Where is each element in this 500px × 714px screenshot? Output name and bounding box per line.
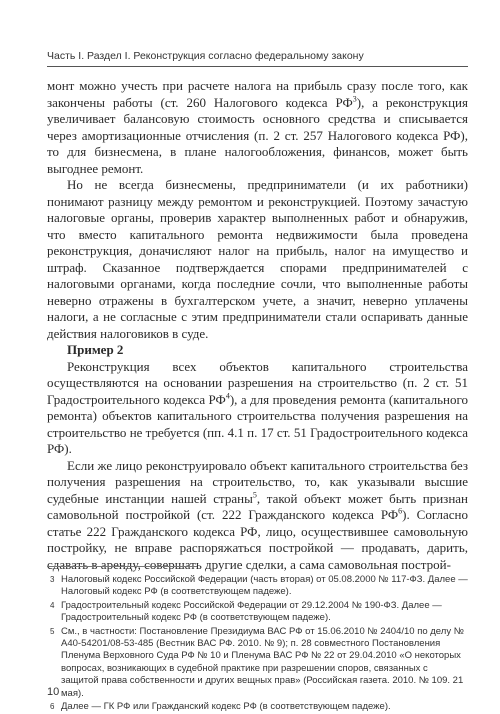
footnote-6 [47,701,468,713]
footnote-divider [47,566,197,567]
paragraph-1-text-a: монт можно учесть при расчете налога на прибыль сразу после того, как закончены работы (ст. 260 Налогового кодекса РФ [47,78,468,110]
footnote-number: 6 [50,702,55,712]
paragraph-4-text-a: Если же лицо реконструировало объект капитального строительства без получения разрешения на строительство, то, как указывали высшие судебные инстанции нашей страны [47,457,468,506]
footnote-5 [47,626,468,700]
main-text [47,78,468,573]
paragraph-1-text-b: ), а реконструкция увеличивает балансовую стоимость основного средства и списывается через амортизационные отчисления (п. 2 ст. 257 Налогового кодекса РФ), то для бизнесмена, в плане налогообложения, финансов, может быть выгоднее ремонт. [47,94,468,176]
paragraph-4-text-c: ). Согласно статье 222 Гражданского кодекса РФ, лицо, осуществившее самовольную постройку, не вправе распоряжаться постройкой — продавать, дарить, сдавать в аренду, совершать другие сделки, а сама самовольная построй- [47,507,469,572]
paragraph-3-text-b: ), а для проведения ремонта (капитального ремонта) объектов капитального строительства получения разрешения на строительство не требуется (пп. 4.1 п. 17 ст. 51 Градостроительного кодекса РФ). [47,391,468,456]
example-heading: Пример 2 [67,342,124,357]
paragraph-2: Но не всегда бизнесмены, предприниматели (и их работники) понимают разницу между ремонтом и реконструкцией. Поэтому зачастую налоговые органы, проверив характер выполненных работ и обнаружив, что вместо капитального ремонта недвижимости была проведена реконструкция, доначисляют налог на прибыль, налог на имущество и штраф. Сказанное подтверждается спорами предпринимателей с налоговыми органами, когда последние сочли, что выполненные работы неверно отражены в бухгалтерском учете, а значит, неверно уплачены налоги, а не согласные с этим предприниматели стали оспаривать данные действия налоговиков в суде. [47,177,468,341]
footnote-ref-5: 5 [252,490,257,500]
running-header: Часть I. Раздел I. Реконструкция согласно федеральному закону [47,50,364,62]
paragraph-4-text-b: , такой объект может быть признан самовольной постройкой (ст. 222 Гражданского кодекса РФ [47,490,469,522]
footnote-ref-4: 4 [225,391,230,401]
paragraph-3 [47,359,468,458]
footnote-number: 5 [50,626,55,636]
paragraph-1 [47,78,468,177]
header-divider [47,66,468,67]
footnote-text: Градостроительный кодекс Российской Федерации от 29.12.2004 № 190-ФЗ. Далее — Градостроительный кодекс РФ (в соответствующем падеже). [61,599,442,624]
footnote-3 [47,574,468,599]
footnote-text: Далее — ГК РФ или Гражданский кодекс РФ (в соответствующем падеже). [61,701,391,713]
footnote-ref-3: 3 [352,94,357,104]
footnote-number: 4 [50,600,55,610]
page-number: 10 [47,686,60,698]
footnote-text: Налоговый кодекс Российской Федерации (часть вторая) от 05.08.2000 № 117-ФЗ. Далее — Налоговый кодекс РФ (в соответствующем падеже). [61,574,468,598]
paragraph-3-text-a: Реконструкция всех объектов капитального строительства осуществляются на основании разрешения на строительство (п. 2 ст. 51 Градостроительного кодекса РФ [47,358,468,407]
paragraph-4 [47,458,468,574]
footnote-ref-6: 6 [398,506,403,516]
footnote-4 [47,600,468,625]
footnote-text: См., в частности: Постановление Президиума ВАС РФ от 15.06.2010 № 2404/10 по делу № А40-54201/08-53-485 (Вестник ВАС РФ. 2010. № 9); п. 28 совместного Постановления Пленума Верховного Суда РФ № 10 и Пленума ВАС РФ № 22 от 29.04.2010 «О некоторых вопросах, возникающих в судебной практике при разрешении споров, связанных с защитой права собственности и других вещных прав» (Российская газета. 2010. № 109. 21 мая). [61,625,464,699]
footnote-number: 3 [50,575,55,584]
footnotes [47,574,468,714]
